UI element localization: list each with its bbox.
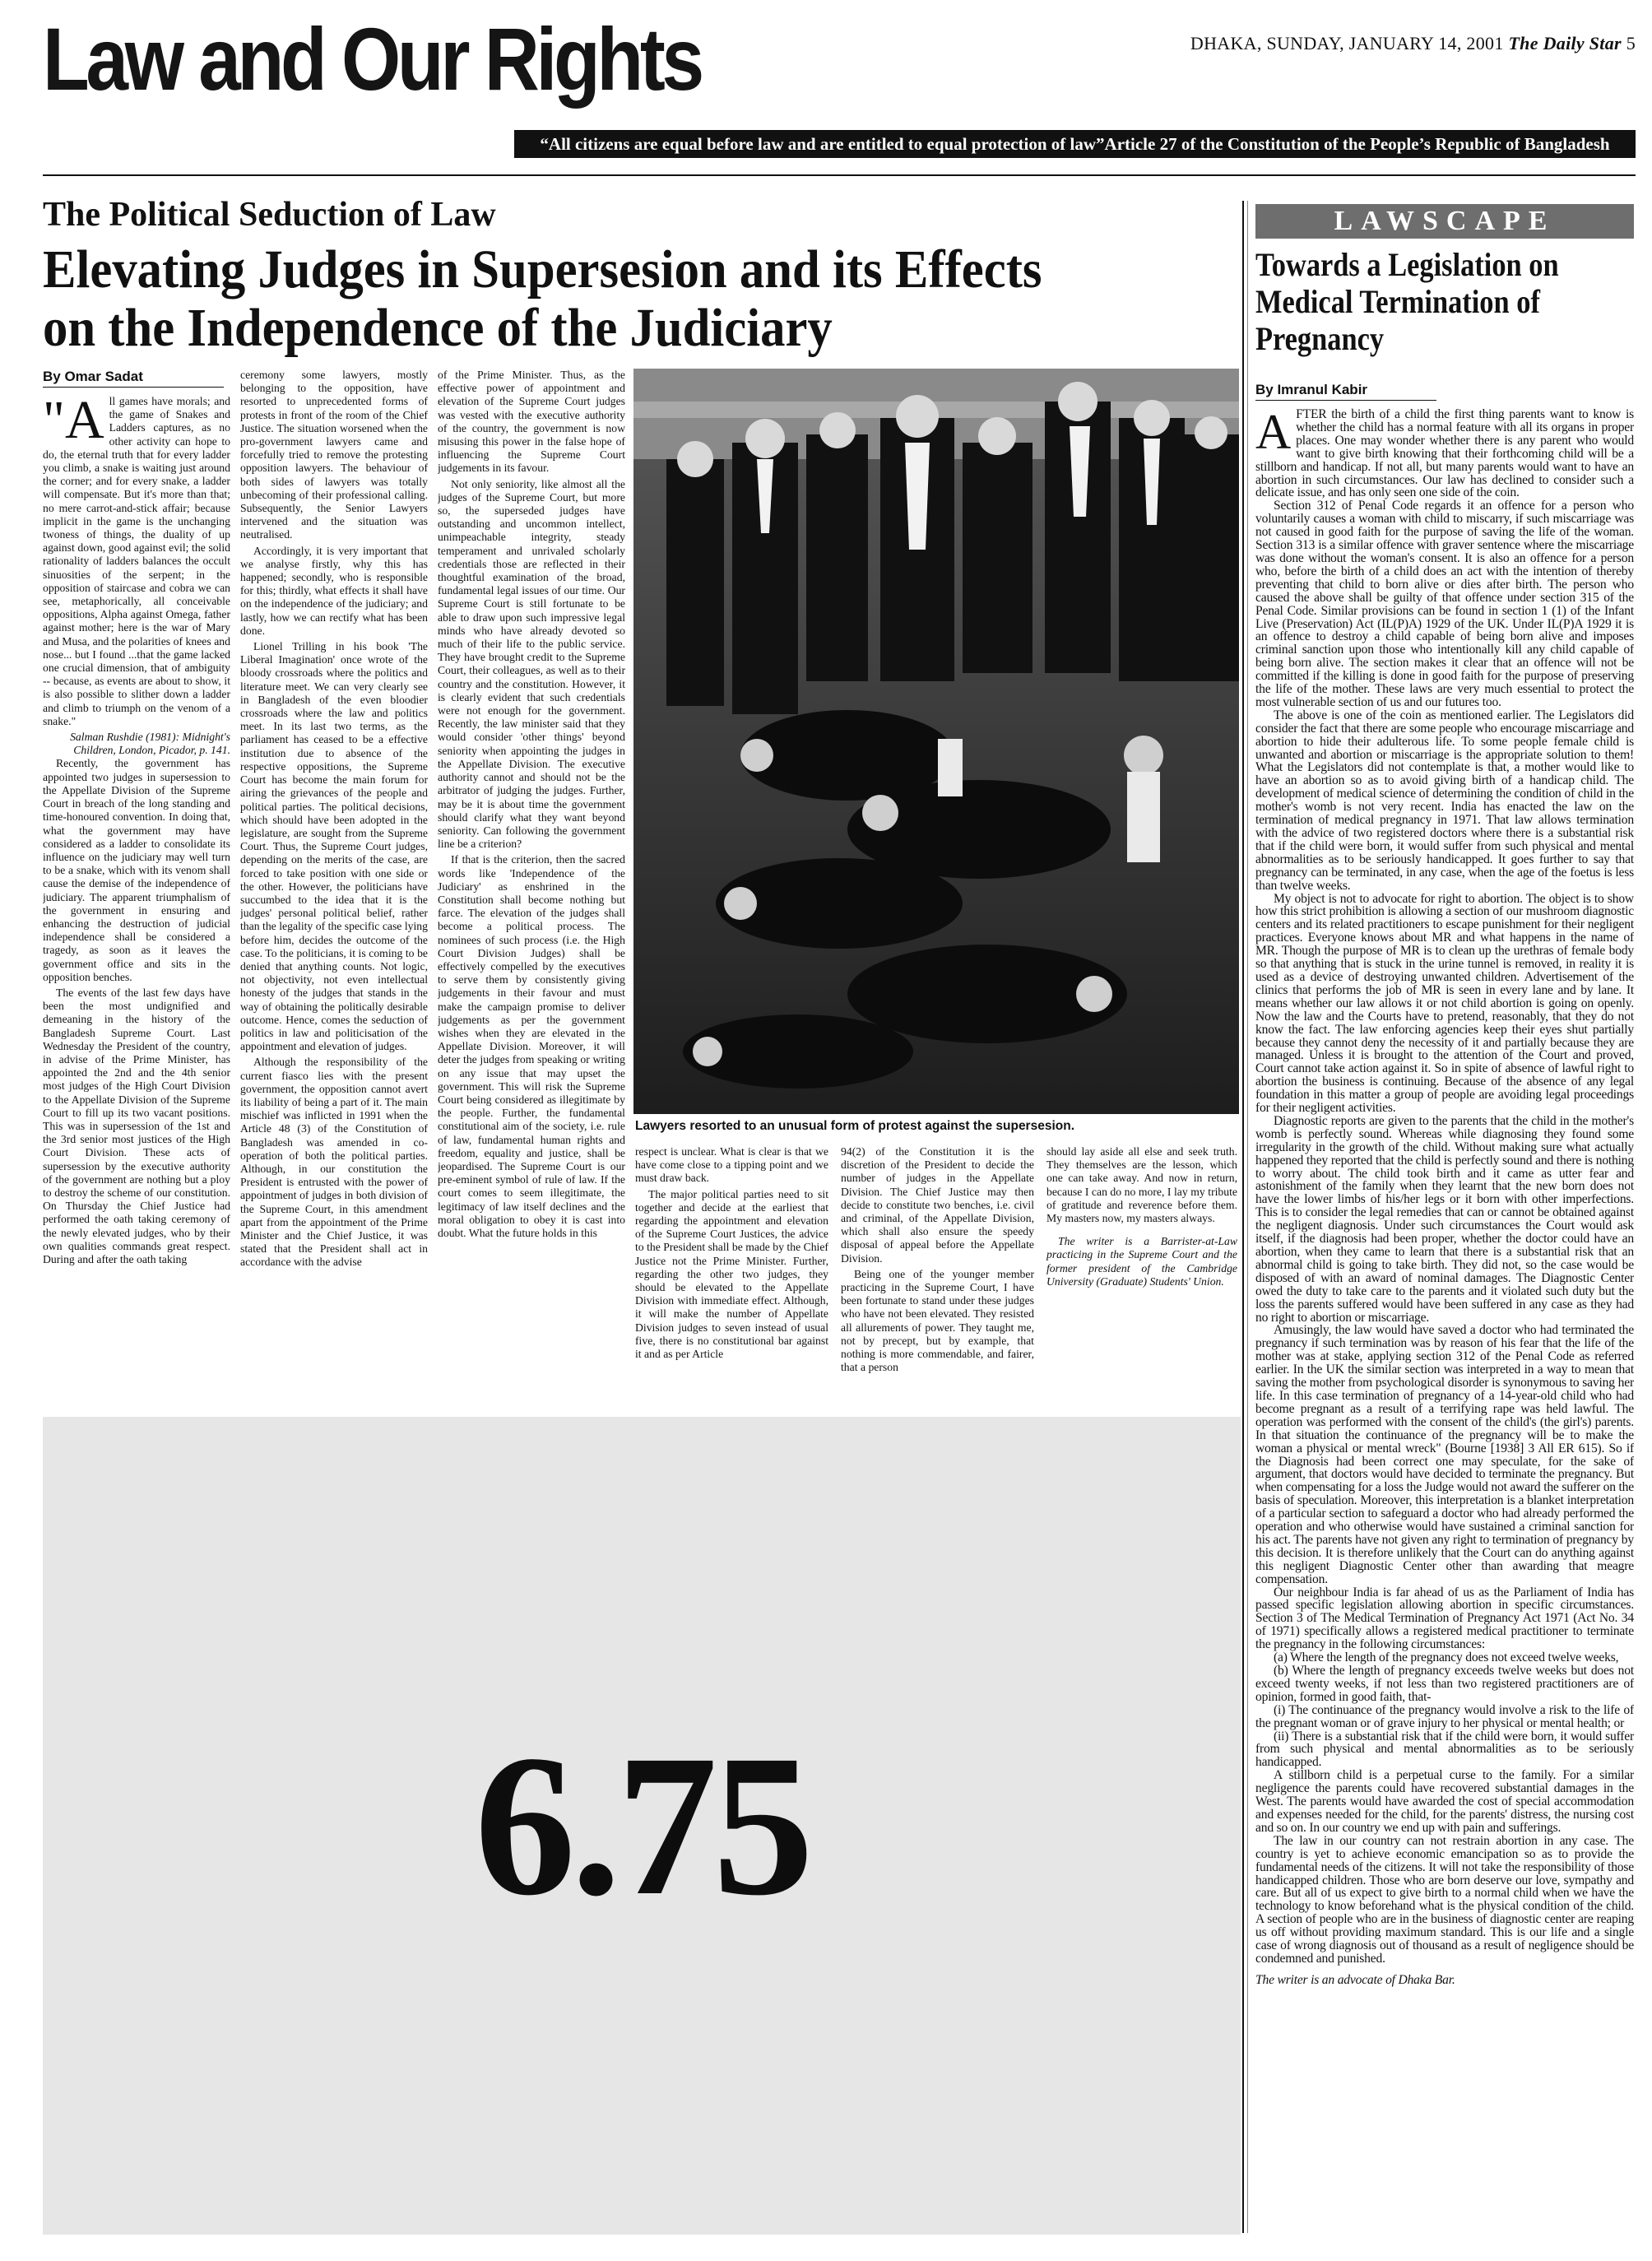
list-item: (b) Where the length of pregnancy exceeds twelve weeks but does not exceed twenty weeks, if not less than two registered practitioners are of opinion, formed in good faith, that- <box>1255 1664 1634 1704</box>
article-paragraph: The law in our country can not restrain abortion in any case. The country is yet to achieve economic emancipation so as to provide the fundamental needs of the citizens. It will not take the responsibility of those handicapped children. Those who are born deserve our love, sympathy and care. But all of us expect to give birth to a normal child when we have the technology to know beforehand what is the physical condition of the child. A section of people who are in the business of diagnostic center are reaping us off without providing maximum standard. This is our life and a single case of wrong diagnosis out of thousand as a result of negligence should be condemned and punished. <box>1255 1833 1634 1966</box>
dropcap: "A <box>43 395 104 450</box>
article-headline: Elevating Judges in Supersesion and its Effects on the Independence of the Judiciary <box>43 239 1042 359</box>
byline-underline <box>43 387 224 388</box>
article-column-2 <box>240 369 428 1407</box>
article-paragraph: Diagnostic reports are given to the parents that the child in the mother's womb is perfectly sound. Whereas while diagnosing they found some irregularity in the growth of the child. Without making sure what actually happened they reported that the child is perfectly sound and there is nothing to worry about. The child took birth and it came as utter fear and astonishment of the family when they learnt that the new born does not have the lower limbs of his/her legs or it born with other imperfections. This is to consider the legal remedies that can or cannot be obtained against the negligent diagnosis. Under such circumstances the Court would ask itself, if the diagnosis had been proper, whether the doctor could have an abortion, when they came to learn that there is a substantial risk that an abnormal child is going to take birth. They did not, so the case would be disposed of with an award of nominal damages. The Diagnostic Center owed the duty to take care to the parents and it violated such duty but the loss the parents suffered would have been suffered in any case as they had no right to abortion or miscarriage. <box>1255 1113 1634 1325</box>
article-paragraph: AFTER the birth of a child the first thing parents want to know is whether the child has a normal feature with all its organs in proper places. One may wonder whether there is any parent who would want to give birth knowing that their forthcoming child will be a stillborn and handicap. If not all, but many parents would want to have an abortion in such circumstances. Our law has declined to consider such a delicate issue, and has only seen one side of the coin. <box>1255 408 1634 500</box>
article-byline: By Omar Sadat <box>43 369 143 384</box>
photo-caption: Lawyers resorted to an unusual form of protest against the supersesion. <box>635 1119 1075 1133</box>
photo-illustration <box>633 369 1239 1114</box>
author-note: The writer is an advocate of Dhaka Bar. <box>1255 1972 1455 1987</box>
article-paragraph: My object is not to advocate for right to abortion. The object is to show how this strict prohibition is allowing a section of our mushroom diagnostic centers and its related practitioners to escape punishment for their negligent practices. Everyone knows about MR and what happens in the name of MR. Though the purpose of MR is to clean up the urethras of female body so that anything that is stuck in the urine tunnel is removed, in reality it is used as a device of destroying unwanted children. Advertisement of the clinics that performs the job of MR is seen in every lane and by lane. It means whether our law allows it or not child abortion is going on openly. Now the law and the Courts have to pretend, reasonably, that they do not know the fact. The law enforcing agencies keep their eyes shut partially because they cannot deny the necessity of it and partially because they are managed. Unless it is brought to the attention of the Court and proved, Court cannot take action against it. So in spite of absence of lawful right to abortion the business is continuing. Because of the absence of any legal foundation in this matter a group of people are avoiding legal proceedings for their negligent activities. <box>1255 891 1634 1116</box>
dropcap: A <box>1255 408 1292 459</box>
article-paragraph: Section 312 of Penal Code regards it an offence for a person who voluntarily causes a woman with child to miscarry, if such miscarriage was not caused in good faith for the purpose of saving the life of the woman. Section 313 is a similar offence with graver sentence where the miscarriage was done without the woman's consent. It is also an offence for a person who, before the birth of a child does an act with the intention of thereby preventing that child to born alive or dies after birth. The person who caused the above shall be guilty of that offence under section 315 of the Penal Code. Similar provisions can be found in section 1 (1) of the Infant Live (Preservation) Act (IL(P)A) 1929 of the UK. Under IL(P)A 1929 it is an offence to destroy a child capable of being born alive and imposes criminal sanction upon those who intentionally kill any child capable of being born alive. The section makes it clear that an offence will not be committed if the killing is done in good faith for the purpose of preserving the life of the mother. These laws are very much essential to protect the most vulnerable section of us and our futures too. <box>1255 499 1634 709</box>
article-kicker: The Political Seduction of Law <box>43 196 496 234</box>
list-item: (a) Where the length of the pregnancy does not exceed twelve weeks, <box>1274 1650 1619 1665</box>
article-paragraph: of the Prime Minister. Thus, as the effective power of appointment and elevation of the Supreme Court judges was vested with the executive authority of the country, the government is now misusing this power in the false hope of influencing the Supreme Court judgements in its favour. <box>438 369 625 475</box>
article-column-1 <box>43 395 230 1407</box>
article-paragraph: The major political parties need to sit together and decide at the earliest that regarding the appointment and elevation of the Supreme Court Justices, the advice to the President shall be made by the Chief Justice not the Prime Minister. Further, regarding the other two judges, they should be elevated to the Appellate Division with immediate effect. Although, it will make the number of Appellate Division judges to seven instead of usual five, there is no constitutional bar against it and as per Article <box>635 1187 828 1361</box>
header-divider <box>43 174 1636 176</box>
masthead: Law and Our Rights <box>43 9 701 109</box>
article-paragraph: Not only seniority, like almost all the judges of the Supreme Court, but more so, the superseded judges have outstanding and uncommon intellect, unimpeachable integrity, steady temperament and unrivaled scholarly credentials those are reflected in their thoughtful examination of the broad, fundamental legal issues of our time. Our Supreme Court is still fortunate to be able to draw upon such impressive legal minds who have already devoted so much of their life to the public service. They have brought credit to the Supreme Court, their colleagues, as well as to their country and the constitution. However, it is clearly evident that such credentials were not enough for the government. Recently, the law minister said that they would consider 'other things' beyond seniority when appointing the judges in the Appellate Division. The executive authority cannot and should not be the arbitrator of judging the judges. Further, may be it is about time the government should clarify what they want beyond seniority. Can following the government line be a criterion? <box>438 477 625 851</box>
byline-underline <box>1255 400 1436 401</box>
article-paragraph: 94(2) of the Constitution it is the discretion of the President to decide the number of judges in the Appellate Division. The Chief Justice may then decide to constitute two benches, i.e. civil and criminal, of the Appellate Division, which shall also ensure the speedy disposal of appeal before the Appellate Division. <box>841 1145 1034 1265</box>
article-column-6 <box>1046 1145 1237 1409</box>
author-note: The writer is a Barrister-at-Law practicing in the Supreme Court and the former president of the Cambridge University (Graduate) Students' Union. <box>1046 1235 1237 1288</box>
article-paragraph: Accordingly, it is very important that we analyse firstly, why this has happened; secondly, who is responsible for this; thirdly, what effects it shall have on the independence of the judiciary; and lastly, how we can rectify what has been done. <box>240 544 428 637</box>
article-paragraph: Our neighbour India is far ahead of us as the Parliament of India has passed specific legislation allowing abortion in specific circumstances. Section 3 of The Medical Termination of Pregnancy Act 1971 (Act No. 34 of 1971) specifically allows a registered medical practitioner to terminate the pregnancy in the following circumstances: <box>1255 1585 1634 1652</box>
page-number: 5 <box>1626 33 1636 53</box>
sidebar-byline: By Imranul Kabir <box>1255 382 1368 397</box>
article-column-4 <box>635 1145 828 1409</box>
article-paragraph: A stillborn child is a perpetual curse to the family. For a similar negligence the parents could have recovered substantial damages in the West. The parents would have awarded the cost of special accommodation and expenses needed for the child, for the parents' distress, the nursing cost and so on. In our country we end up with pain and sufferings. <box>1255 1768 1634 1835</box>
article-paragraph: respect is unclear. What is clear is that we have come close to a tipping point and we must draw back. <box>635 1145 828 1185</box>
article-column-5 <box>841 1145 1034 1409</box>
section-label: LAWSCAPE <box>1255 204 1634 239</box>
article-paragraph: Lionel Trilling in his book 'The Liberal Imagination' once wrote of the bloody crossroads where the politics and literature meet. We can very clearly see in Bangladesh of the even bloodier crossroads where the law and politics meet. In its last two terms, as the parliament has ceased to be a effective institution due to absence of the respective oppositions, the Supreme Court has become the main forum for airing the grievances of the people and political parties. The political decisions, which should have been adopted in the legislature, are sought from the Supreme Court. Thus, the Supreme Court judges, depending on the merits of the case, are forced to take position with one side or the other. However, the politicians have succumbed to the idea that it is the judges' personal political belief, rather than the legality of the specific case lying before him, decides the outcome of the case. To the politicians, it is coming to be denied that anything counts. Not logic, not objectivity, not even intellectual honesty of the judges that stands in the way of obtaining the politically desirable outcome. Hence, comes the seduction of politics in law and politicisation of the appointment and elevation of judges. <box>240 640 428 1053</box>
constitution-quote-bar: “All citizens are equal before law and are entitled to equal protection of law”Article 27 of the Constitution of the People’s Republic of Bangladesh <box>514 130 1636 158</box>
article-paragraph: Being one of the younger member practicing in the Supreme Court, I have been fortunate to stand under these judges who have not been elevated. They resisted all allurements of power. They taught me, not by precept, but by example, that nothing is more commendable, and fairer, that a person <box>841 1267 1034 1374</box>
sidebar-article-body <box>1255 408 1634 2235</box>
dateline <box>1190 33 1636 54</box>
article-paragraph: The events of the last few days have been the most undignified and demeaning in the history of the Bangladesh Supreme Court. Last Wednesday the President of the country, in advise of the Prime Minister, has appointed the 2nd and the 4th senior most judges of the High Court Division to the Appellate Division of the Supreme Court to fill up its two vacant positions. This was in supersession of the 1st and the 3rd senior most justices of the High Court Division. These acts of supersession by the executive authority of the government are nothing but a ploy to destroy the scheme of our constitution. On Thursday the Chief Justice had performed the oath taking ceremony of the newly elevated judges, who by their own qualities commands great respect. During and after the oath taking <box>43 986 230 1265</box>
epigraph-citation: Salman Rushdie (1981): Midnight's Children, London, Picador, p. 141. <box>70 731 230 757</box>
article-paragraph: ceremony some lawyers, mostly belonging to the opposition, have resorted to unprecedented forms of protests in front of the room of the Chief Justice. The situation worsened when the pro-government lawyers came and forcefully tried to remove the protesting opposition lawyers. The behaviour of both sides of lawyers was totally unbecoming of their professional calling. Subsequently, the Senior Lawyers intervened and the situation was neutralised. <box>240 369 428 541</box>
list-item: (i) The continuance of the pregnancy would involve a risk to the life of the pregnant woman or of grave injury to her physical or mental health; or <box>1255 1702 1634 1730</box>
list-item: (ii) There is a substantial risk that if the child were born, it would suffer from such physical and mental abnormalities as to be seriously handicapped. <box>1255 1729 1634 1770</box>
article-paragraph: Although the responsibility of the current fiasco lies with the present government, the opposition cannot avert its liability of being a part of it. The main mischief was inflicted in 1991 when the Article 48 (3) of the Constitution of Bangladesh was amended in co-operation of both the political parties. Although, in our constitution the President is entrusted with the power of appointment of judges in both division of the Supreme Court, in this amendment apart from the appointment of the Prime Minister and the Chief Justice, it was stated that the President shall act in accordance with the advise <box>240 1056 428 1269</box>
article-paragraph: If that is the criterion, then the sacred words like 'Independence of the Judiciary' as enshrined in the Constitution shall become nothing but farce. The elevation of the judges shall become a political process. The nominees of such process (i.e. the High Court Division Judges) shall be effectively compelled by the executives to serve them by consistently giving judgements in their favour and must make the campaign promise to deliver judgements as per the government wishes when they are elevated in the Appellate Division. Moreover, it will deter the judges from speaking or writing on any issue that may upset the government. This will risk the Supreme Court being considered as illegitimate by the people. Further, the fundamental constitutional aim of the society, i.e. rule of law, fundamental human rights and freedom, equality and justice, shall be jeopardised. The Supreme Court is our pre-eminent symbol of rule of law. If the court comes to seem illegitimate, the legitimacy of law itself declines and the moral obligation to obey it is cast into doubt. What the future holds in this <box>438 853 625 1239</box>
date-text: DHAKA, SUNDAY, JANUARY 14, 2001 <box>1190 33 1504 53</box>
article-paragraph: "All games have morals; and the game of Snakes and Ladders captures, as no other activity can hope to do, the eternal truth that for every ladder you climb, a snake is waiting just around the corner; and for every snake, a ladder will compensate. But it's more than that; no mere carrot-and-stick affair; because implicit in the game is the unchanging twoness of things, the duality of up against down, good against evil; the solid rationality of ladders balances the occult sinuosities of the serpent; in the opposition of staircase and cobra we can see, metaphorically, all conceivable oppositions, Alpha against Omega, father against mother; here is the war of Mary and Musa, and the polarities of knees and nose... but I found ...that the game lacked one crucial dimension, that of ambiguity -- because, as events are about to show, it is also possible to slither down a ladder and climb to triumph on the venom of a snake." <box>43 395 230 727</box>
sidebar-headline: Towards a Legislation on Medical Termination of Pregnancy <box>1255 246 1559 357</box>
article-paragraph: Recently, the government has appointed two judges in supersession to the Appellate Division of the Supreme Court in breach of the long standing and time-honoured convention. In doing that, what the government may have considered as a ladder to consolidate its influence on the judiciary may well turn to be a snake, which with its venom shall cause the demise of the independence of judiciary. The apparent triumphalism of the government in ensuring and enhancing the destruction of judicial independence shall be considered a tragedy, as soon as it leaves the government office and sits in the opposition benches. <box>43 757 230 983</box>
paper-name: The Daily Star <box>1508 33 1622 53</box>
protest-photo <box>633 369 1239 1114</box>
article-paragraph: should lay aside all else and seek truth. They themselves are the lesson, which one can take away. And now in return, because I can do no more, I lay my tribute of gratitude and reverence before them. My masters now, my masters always. <box>1046 1145 1237 1225</box>
article-paragraph: Amusingly, the law would have saved a doctor who had terminated the pregnancy if such termination was by reason of his fear that the life of the mother was at stake, applying section 312 of the Penal Code as referred earlier. In the UK the similar section was interpreted in a way to mean that saving the mother from psychological disorder is synonymous to saving her life. In this case termination of pregnancy of a 14-year-old child who had become pregnant as a result of a terrifying rape was held lawful. The operation was performed with the consent of the child's (the girl's) parents. In that situation the continuance of the pregnancy will be to make the woman a physical or mental wreck" (Bourne [1938] 3 All ER 615). So if the Diagnosis had been correct one may speculate, for the sake of argument, that doctors would have decided to terminate the pregnancy. But when compensating for a loss the Judge would not award the sufferer on the basis of speculation. Moreover, this interpretation is a blanket interpretation of a particular section to safeguard a doctor who had already performed the operation and who otherwise would have sustained a criminal sanction for his act. The parents have not given any right to termination of pregnancy by this decision. It is therefore unlikely that the Court can do anything against this negligent Diagnostic Center other than awarding that meagre compensation. <box>1255 1323 1634 1586</box>
sidebar-divider <box>1242 201 1244 2233</box>
article-column-3 <box>438 369 625 1407</box>
article-paragraph: The above is one of the coin as mentioned earlier. The Legislators did consider the fact that there are some people who encourage miscarriage and abortion to hide their adulterous life. To some people female child is unwanted and abortion or miscarriage is the appropriate solution to them! What the Legislators did not contemplate is that, a mother would like to have an abortion so as to avoid giving birth of a handicap child. The development of medical science of determining the condition of child in the mother's womb is not very recent. India has enacted the law on the termination of medical pregnancy in 1971. That law allows termination with the advice of two registered doctors where there is a substantial risk that if the child were born, it would suffer from such physical and mental abnormalities as to be seriously handicapped. It goes further to say that pregnancy can be terminated, in any case, when the age of the foetus is less than twelve weeks. <box>1255 708 1634 893</box>
advert-size-label: 6.75 <box>474 1714 810 1938</box>
sidebar-divider-thin <box>1247 201 1248 2233</box>
